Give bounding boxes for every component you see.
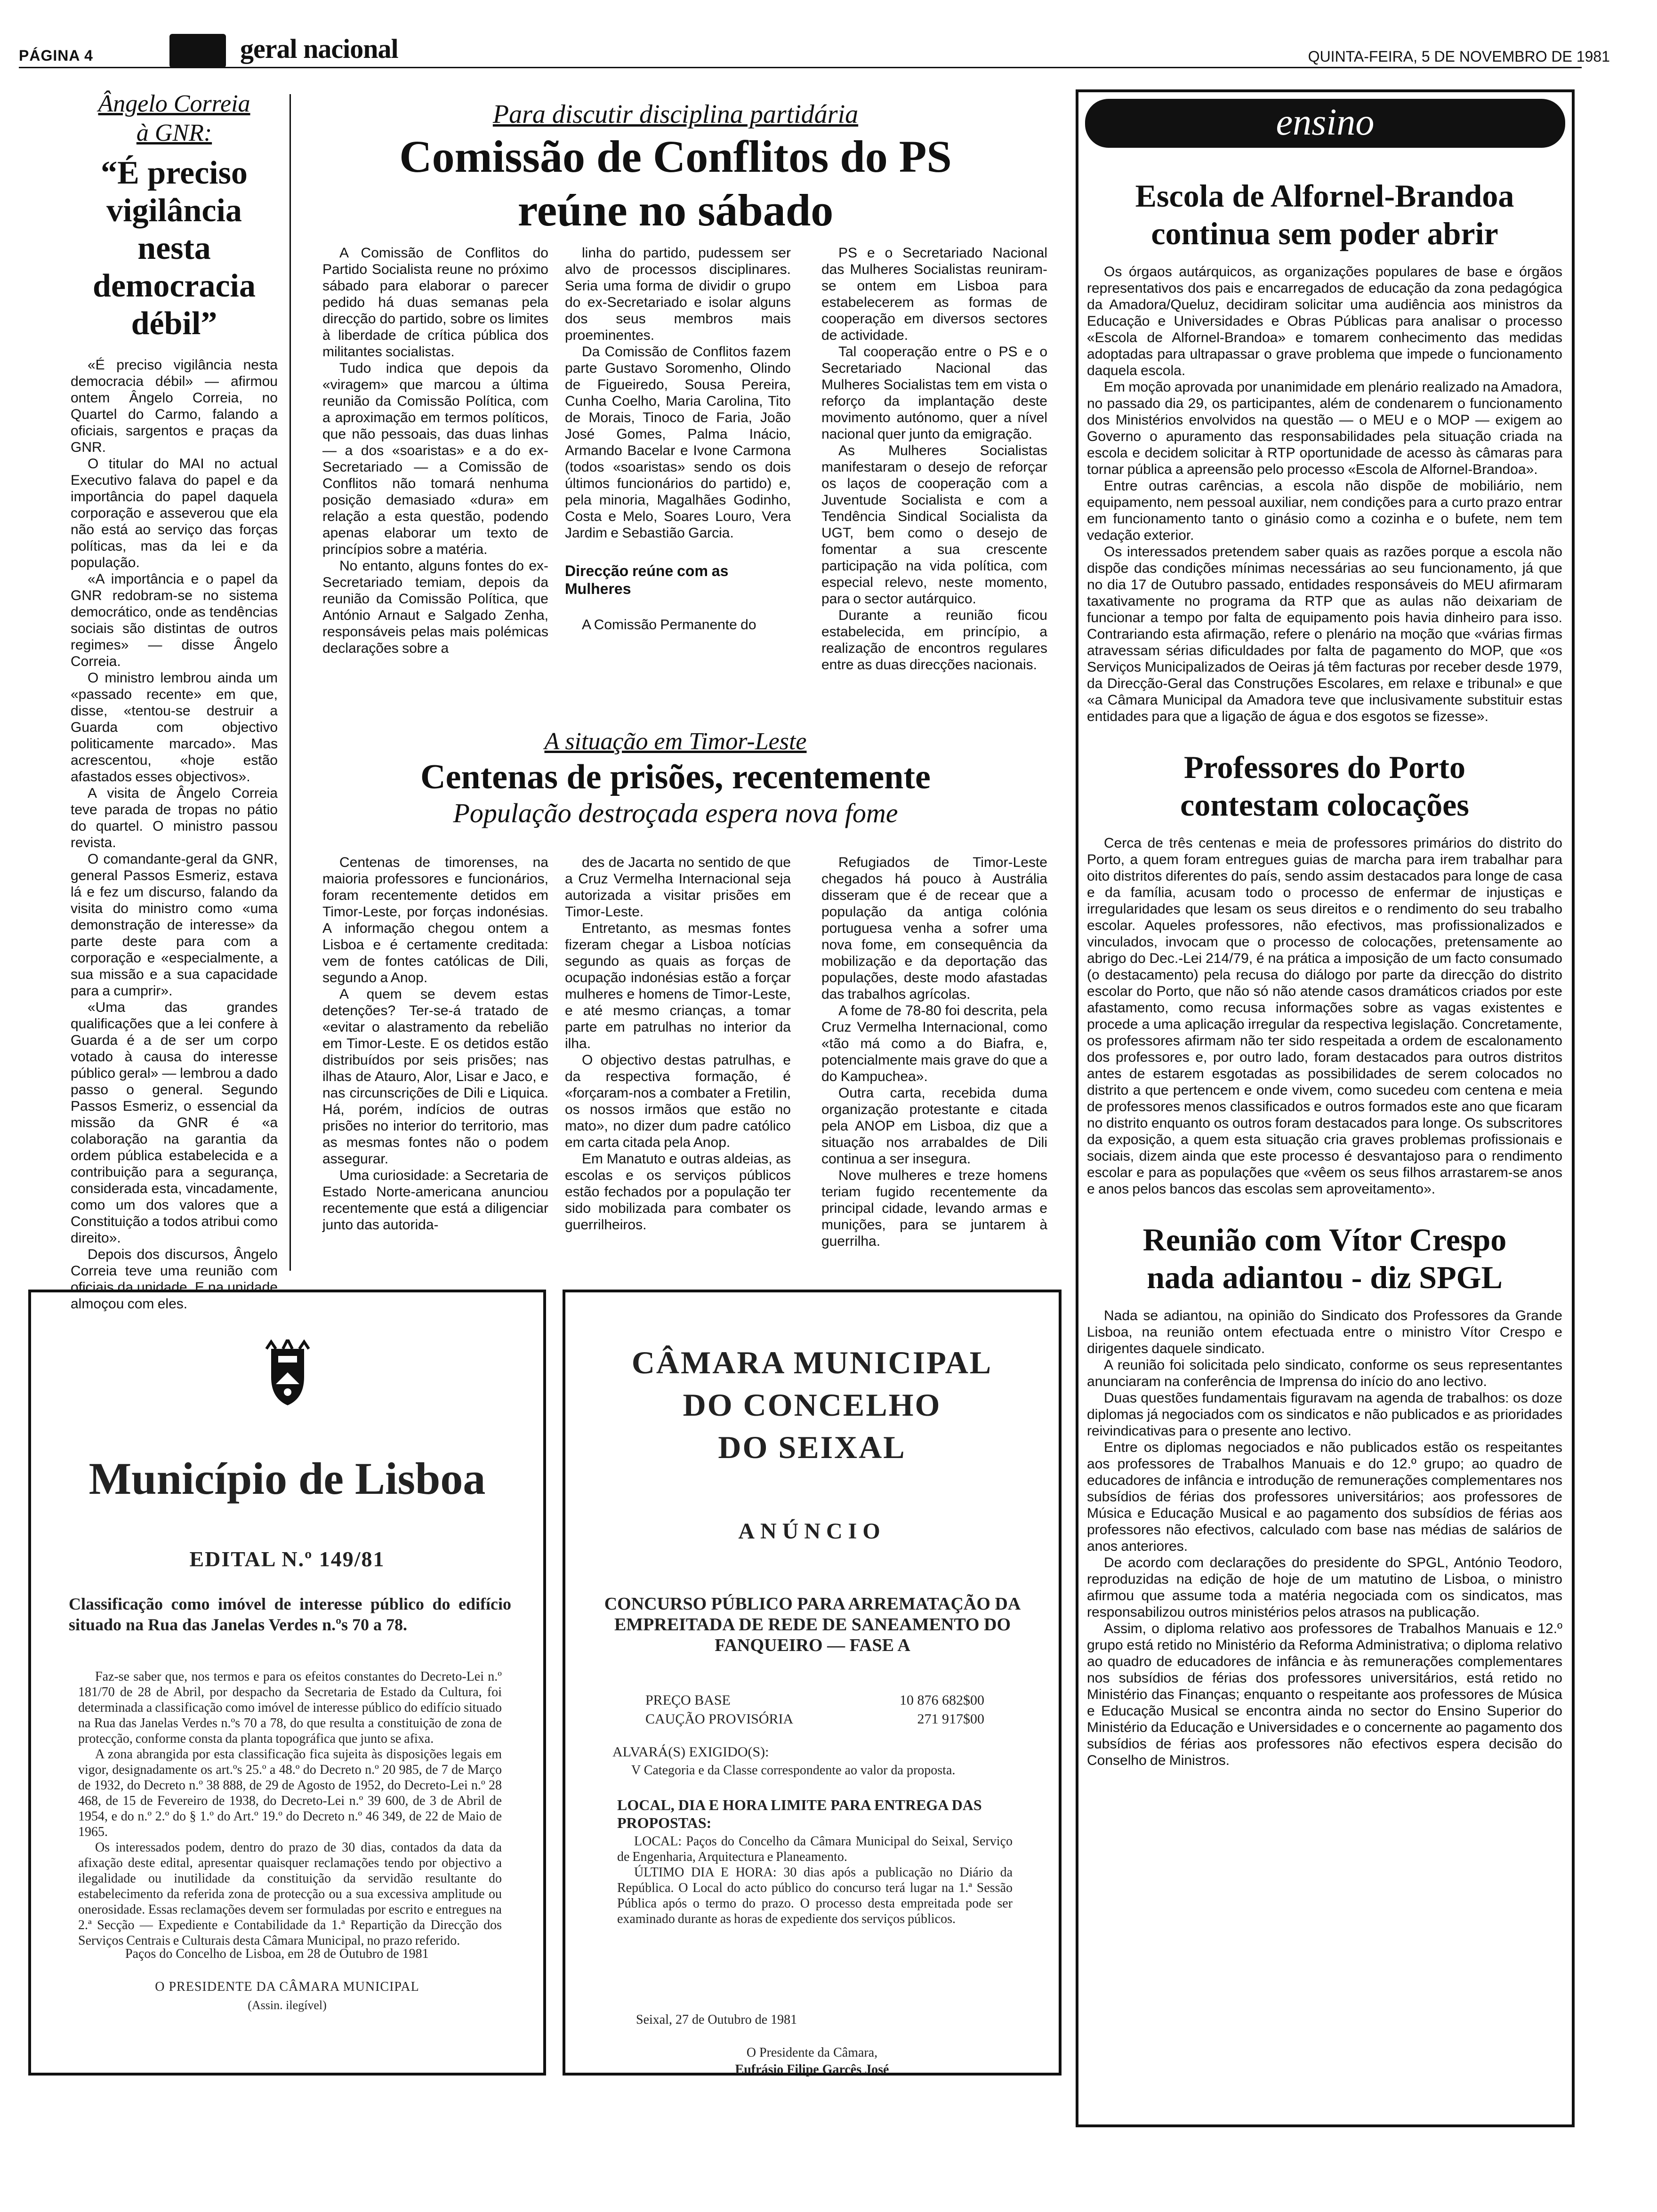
section-logo: geral nacional (240, 33, 398, 64)
seixal-local-body (617, 1834, 1013, 1927)
paragraph: O titular do MAI no actual Executivo falava do papel e da importância do papel daquela corporação e asseverou que ela não está ao serviço das forças políticas, mas da lei e da população. (71, 456, 278, 570)
seixal-caucao-value: 271 917$00 (917, 1711, 984, 1727)
ps-headline-2: reúne no sábado (517, 185, 834, 235)
seixal-caucao-label: CAUÇÃO PROVISÓRIA (645, 1711, 794, 1727)
paragraph: Outra carta, recebida duma organização protestante e citada pela ANOP em Lisboa, diz que a situação nos arrabaldes de Dili continua a ser insegura. (821, 1085, 1047, 1167)
seixal-title-3: DO SEIXAL (718, 1429, 906, 1465)
lisboa-place-date: Paços do Concelho de Lisboa, em 28 de Outubro de 1981 (125, 1947, 429, 1961)
ps-headline-1: Comissão de Conflitos do PS (399, 131, 952, 182)
alfornel-body (1087, 264, 1562, 725)
paragraph: A zona abrangida por esta classificação fica sujeita às disposições legais em vigor, designadamente os art.ºs 25.º a 48.º do Decreto n.º 20 985, de 7 de Março de 1932, do Decreto n.º 38 888, de 29 de Agosto de 1952, do Decreto-Lei n.º 28 468, de 15 de Fevereiro de 1938, do Decreto-Lei n.º 39 600, de 3 de Abril de 1954, e do n.º 2.º do § 1.º do Art.º 19.º do Decreto n.º 46 349, de 22 de Maio de 1965. (78, 1747, 502, 1839)
timor-kicker: A situação em Timor-Leste (544, 728, 807, 755)
page-label: PÁGINA 4 (19, 47, 93, 64)
paragraph: De acordo com declarações do presidente do SPGL, António Teodoro, reproduzidas na edição de hoje de um matutino de Lisboa, o ministro afirmou que assume toda a matéria negociada com os sindicatos, mas responsabilizou outros ministérios pelos atrasos na publicação. (1087, 1555, 1562, 1620)
paragraph: A Comissão Permanente do (582, 617, 756, 633)
seixal-local-head: LOCAL, DIA E HORA LIMITE PARA ENTREGA DAS PROPOSTAS: (617, 1796, 982, 1831)
seixal-caucao-row (645, 1711, 984, 1727)
ps-col-2 (565, 245, 791, 633)
paragraph: linha do partido, pudessem ser alvo de processos disciplinares. Seria uma forma de dividir o grupo do ex-Secretariado e isolar alguns dos seus membros mais proeminentes. (565, 245, 791, 343)
seixal-title-2: DO CONCELHO (683, 1387, 941, 1423)
paragraph: Depois dos discursos, Ângelo Correia teve uma reunião com oficiais da unidade. E na unidade almoçou com eles. (71, 1247, 278, 1312)
paragraph: Refugiados de Timor-Leste chegados há pouco à Austrália disseram que é de recear que a população da antiga colónia portuguesa venha a sofrer uma nova fome, em consequência da mobilização e da deportação das populações, deste modo afastadas das trabalhos agrícolas. (821, 855, 1047, 1002)
paragraph: «Uma das grandes qualificações que a lei confere à Guarda é a de ser um corpo votado à causa do interesse público geral» — lembrou a dado passo o general. Segundo Passos Esmeriz, o essencial da missão da GNR é «a colaboração na garantia da ordem pública estabelecida e a contribuição para a segurança, considerada esta, vincadamente, como um dos valores que a Constituição a todos atribui como direito». (71, 1000, 278, 1246)
paragraph: Entretanto, as mesmas fontes fizeram chegar a Lisboa notícias segundo as quais as forças de ocupação indonésias estão a forçar mulheres e homens de Timor-Leste, e até mesmo crianças, a tomar parte em patrulhas no interior da ilha. (565, 921, 791, 1051)
timor-subheadline: População destroçada espera nova fome (453, 798, 898, 828)
paragraph: Cerca de três centenas e meia de professores primários do distrito do Porto, a quem foram entregues guias de marcha para irem trabalhar para oito distritos diferentes do país, sendo assim destacados para longe de casa e da família, acusam todo o processo de enfermar de injustiças e irregularidades que lesam os seus direitos e o rendimento do seu trabalho escolar. Aqueles professores, não efectivos, mas profissionalizados e vinculados, invocam que o processo de colocações, pretensamente ao abrigo do Dec.-Lei 214/79, é na prática a imposição de um facto consumado (o destacamento) pela recusa do diálogo por parte da direcção do distrito escolar do Porto, que não só não atende casos dramáticos criados por este afastamento, como recusa informações sobre as vagas existentes e procede a uma aplicação irregular da respectiva legislação. Concretamente, os professores afirmam não ter sido respeitada a ordem de escalonamento dos professores e, por outro lado, foram destacados para outros distritos antes de estarem esgotadas as possibilidades de serem colocados no distrito a que pertencem e onde vivem, como sucedeu com centena e meia de professores menos classificados e outros formados este ano que ficaram no distrito enquanto os outros foram destacados para longe. Os subscritores da exposição, a quem esta situação cria graves problemas profissionais e sociais, dizem ainda que este processo é desvantajoso para o rendimento escolar e para as populações que «vêem os seus filhos arrastarem-se anos e anos pelos bancos das escolas sem aproveitamento». (1087, 835, 1562, 1197)
porto-headline-1: Professores do Porto (1183, 749, 1466, 785)
crespo-headline-1: Reunião com Vítor Crespo (1142, 1222, 1507, 1258)
paragraph: Nove mulheres e treze homens teriam fugido recentemente da principal cidade, levando armas e munições, para se juntarem à guerrilha. (821, 1168, 1047, 1249)
seixal-anuncio: ANÚNCIO (738, 1519, 886, 1544)
ensino-box (1076, 89, 1575, 2127)
ensino-banner (1085, 99, 1565, 148)
paragraph: Da Comissão de Conflitos fazem parte Gustavo Soromenho, Olindo de Figueiredo, Sousa Pereira, Cunha Coelho, Maria Carolina, Tito de Morais, Tinoco de Faria, João José Gomes, Palma Inácio, Armando Bacelar e Ivone Carmona (todos «soaristas» sendo os dois últimos funcionários do partido) e, pela minoria, Magalhães Godinho, Costa e Melo, Soares Louro, Vera Jardim e Sebastião Garcia. (565, 344, 791, 541)
lisboa-body (78, 1669, 502, 1948)
ps-col-1 (322, 245, 548, 657)
paragraph: Entre outras carências, a escola não dispõe de mobiliário, nem equipamento, nem pessoal auxiliar, nem condições para a curto prazo entrar em funcionamento tanto o ginásio como a cozinha e o bufete, nem tem vedação exterior. (1087, 478, 1562, 543)
lisboa-subject: Classificação como imóvel de interesse público do edifício situado na Rua das Janelas Verdes n.ºs 70 a 78. (69, 1595, 511, 1634)
lisboa-edital-ad (28, 1290, 546, 2076)
ensino-banner-label: ensino (1276, 102, 1375, 143)
masthead-date: QUINTA-FEIRA, 5 DE NOVEMBRO DE 1981 (1308, 48, 1610, 65)
paragraph: A fome de 78-80 foi descrita, pela Cruz Vermelha Internacional, como «tão má como a do Biafra, e, potencialmente mais grave do que a do Kampuchea». (821, 1003, 1047, 1084)
seixal-preco-label: PREÇO BASE (645, 1692, 731, 1708)
paragraph: Tudo indica que depois da «viragem» que marcou a última reunião da Comissão Política, com a aproximação em termos políticos, que não pessoais, das duas linhas — a dos «soaristas» e a do ex-Secretariado — a Comissão de Conflitos não tomará nenhuma posição demasiado «dura» em relação a esta questão, podendo apenas elaborar um texto de princípios sobre a matéria. (322, 361, 548, 557)
paragraph: des de Jacarta no sentido de que a Cruz Vermelha Internacional seja autorizada a visitar prisões em Timor-Leste. (565, 855, 791, 920)
paragraph: O objectivo destas patrulhas, e da respectiva formação, é «forçaram-nos a combater a Fretilin, os nossos irmãos que estão no mato», no dizer dum padre católico em carta citada pela Anop. (565, 1052, 791, 1150)
paragraph: Tal cooperação entre o PS e o Secretariado Nacional das Mulheres Socialistas tem em vista o reforço da implantação deste movimento autónomo, quer a nível nacional quer junto da emigração. (821, 344, 1047, 442)
lisboa-coat-of-arms-icon (252, 1339, 323, 1410)
paragraph: Faz-se saber que, nos termos e para os efeitos constantes do Decreto-Lei n.º 181/70 de 28 de Abril, por despacho da Secretaria de Estado da Cultura, foi determinada a classificação como imóvel de interesse público do edifício situado na Rua das Janelas Verdes n.ºs 70 a 78, do que resulta a constituição de zona de protecção, conforme consta da planta topográfica que junto se afixa. (78, 1669, 502, 1746)
paragraph: Em Manatuto e outras aldeias, as escolas e os serviços públicos estão fechados por a população ter sido mobilizada para combater os guerrilheiros. (565, 1151, 791, 1233)
paragraph: O ministro lembrou ainda um «passado recente» em que, disse, «tentou-se destruir a Guarda com objectivo politicamente marcado». Mas acrescentou, «hoje estão afastados esses objectivos». (71, 670, 278, 785)
paragraph: Em moção aprovada por unanimidade em plenário realizado na Amadora, no passado dia 29, os participantes, além de condenarem o funcionamento dos Ministérios envolvidos na questão — o MEU e o MOP — exigem ao Governo o apuramento das responsabilidades pela situação criada na escola e decidem solicitar à RTP oportunidade de acesso às câmaras para tornar pública a apreensão pelo processo «Escola de Alfornel-Brandoa». (1087, 379, 1562, 477)
seixal-preco-value: 10 876 682$00 (900, 1692, 984, 1708)
crespo-headline-2: nada adiantou - diz SPGL (1147, 1259, 1503, 1295)
paragraph: Duas questões fundamentais figuravam na agenda de trabalhos: os doze diplomas já negociados com os sindicatos e não publicados e as prioridades reivindicativas para o presente ano lectivo. (1087, 1390, 1562, 1439)
seixal-alvara-text: V Categoria e da Classe correspondente ao valor da proposta. (631, 1763, 956, 1778)
lisboa-signer: O PRESIDENTE DA CÂMARA MUNICIPAL (155, 1980, 419, 1994)
column-rule (290, 94, 291, 1271)
porto-headline-2: contestam colocações (1180, 787, 1469, 823)
alfornel-headline-2: continua sem poder abrir (1151, 216, 1498, 251)
section-logo-badge (169, 34, 226, 68)
correia-body (71, 357, 278, 1312)
crespo-body (1087, 1307, 1562, 1769)
ps-subhead: Direcção reúne com as Mulheres (565, 562, 729, 597)
seixal-signer-name: Eufrásio Filipe Garcês José (735, 2062, 889, 2077)
paragraph: LOCAL: Paços do Concelho da Câmara Municipal do Seixal, Serviço de Engenharia, Arquitectura e Planeamento. (617, 1834, 1013, 1864)
paragraph: Nada se adiantou, na opinião do Sindicato dos Professores da Grande Lisboa, na reunião ontem efectuada entre o ministro Vítor Crespo e dirigentes daquele sindicato. (1087, 1308, 1562, 1356)
seixal-place-date: Seixal, 27 de Outubro de 1981 (636, 2012, 797, 2027)
seixal-alvara-label: ALVARÁ(S) EXIGIDO(S): (612, 1744, 769, 1760)
paragraph: A reunião foi solicitada pelo sindicato, conforme os seus representantes anunciaram na conferência de Imprensa do início do ano lectivo. (1087, 1357, 1562, 1389)
seixal-signer: O Presidente da Câmara, (746, 2045, 878, 2060)
masthead (19, 0, 1638, 71)
paragraph: As Mulheres Socialistas manifestaram o desejo de reforçar os laços de cooperação com a Juventude Socialista e com a Tendência Sindical Socialista da UGT, bem como o desejo de fomentar a sua crescente participação na vida política, com especial relevo, neste momento, para o sector autárquico. (821, 443, 1047, 607)
paragraph: «A importância e o papel da GNR redobram-se no sistema democrático, onde as tendências sociais são distintas de outros regimes» — disse Ângelo Correia. (71, 571, 278, 669)
correia-article (71, 89, 278, 1312)
paragraph: O comandante-geral da GNR, general Passos Esmeriz, estava lá e fez um discurso, falando da visita do ministro como «uma demonstração de interesse» da parte deste para com a corporação e «especialmente, a sua missão e a sua capacidade para a cumprir». (71, 851, 278, 999)
paragraph: A quem se devem estas detenções? Ter-se-á tratado de «evitar o alastramento da rebelião em Timor-Leste. E os detidos estão distribuídos por seis prisões; nas ilhas de Atauro, Alor, Lisar e Jaco, e nas circunscrições de Dili e Liquica. Há, porém, indícios de outras prisões no interior do territorio, mas as mesmas fontes não o podem assegurar. (322, 986, 548, 1167)
correia-kicker-1: Ângelo Correia (98, 90, 250, 117)
seixal-concurso: CONCURSO PÚBLICO PARA ARREMATAÇÃO DA EMPREITADA DE REDE DE SANEAMENTO DO FANQUEIRO — FASE A (604, 1594, 1021, 1655)
seixal-anuncio-ad (563, 1290, 1062, 2076)
paragraph: A Comissão de Conflitos do Partido Socialista reune no próximo sábado para elaborar o parecer pedido há duas semanas pela direcção do partido, sobre os limites à liberdade de crítica pública dos militantes socialistas. (322, 245, 548, 360)
alfornel-headline-1: Escola de Alfornel-Brandoa (1135, 178, 1514, 214)
paragraph: Os interessados podem, dentro do prazo de 30 dias, contados da data da afixação deste edital, apresentar quaisquer reclamações tendo por objectivo a ilegalidade ou inutilidade da constituição da servidão resultante do estabelecimento da referida zona de protecção ou a sua excessiva amplitude ou onerosidade. Essas reclamações devem ser formuladas por escrito e entregues na 2.ª Secção — Expediente e Contabilidade da 1.ª Repartição da Direcção dos Serviços Centrais e Culturais desta Câmara Municipal, no prazo referido. (78, 1840, 502, 1948)
paragraph: «É preciso vigilância nesta democracia débil» — afirmou ontem Ângelo Correia, no Quartel do Carmo, falando a oficiais, sargentos e praças da GNR. (71, 357, 278, 455)
paragraph: Entre os diplomas negociados e não publicados estão os respeitantes aos professores de Trabalhos Manuais e do 12.º grupo; ao quadro de educadores de infância e introdução de remunerações complementares nos subsídios de férias dos professores universitários; aos professores de Música e Educação Musical e ao pagamento dos subsídios de férias aos professores não efectivos, calculado com base nas médias de salários de anos anteriores. (1087, 1440, 1562, 1554)
paragraph: ÚLTIMO DIA E HORA: 30 dias após a publicação no Diário da República. O Local do acto público do concurso terá lugar na 1.ª Sessão Pública após o termo do prazo. O processo desta empreitada pode ser examinado durante as horas de expediente dos serviços públicos. (617, 1865, 1013, 1926)
masthead-rule (19, 67, 1582, 68)
paragraph: Centenas de timorenses, na maioria professores e funcionários, foram recentemente detidos em Timor-Leste, por forças indonésias. A informação chegou ontem a Lisboa e é certamente creditada: vem de fontes católicas de Dili, segundo a Anop. (322, 855, 548, 986)
ensino-content (1087, 177, 1562, 1769)
ps-article (301, 99, 1050, 673)
paragraph: Os interessados pretendem saber quais as razões porque a escola não dispõe das condições mínimas necessárias ao seu funcionamento, já que no dia 17 de Outubro passado, entidades responsáveis do MEU afirmaram taxativamente no programa da RTP que as aulas não deixariam de funcionar a tempo por falta de equipamento pois havia dinheiro para isso. Contrariando esta afirmação, refere o plenário na moção que «várias firmas atravessam sérias dificuldades por falta de pagamento do MOP, que «os Serviços Municipalizados de Oeiras já têm facturas por receber desde 1979, da Direcção-Geral das Construções Escolares, em relaxe e tribunal» e que «a Câmara Municipal da Amadora teve que inclusivamente substituir estas entidades para que a ligação de água e dos esgotos se fizesse». (1087, 544, 1562, 724)
seixal-title-1: CÂMARA MUNICIPAL (631, 1345, 993, 1380)
paragraph: Uma curiosidade: a Secretaria de Estado Norte-americana anunciou recentemente que está a diligenciar junto das autorida- (322, 1168, 548, 1233)
lisboa-signature: (Assin. ilegível) (248, 1998, 327, 2012)
lisboa-title: Município de Lisboa (88, 1453, 486, 1504)
ps-col-3 (821, 245, 1047, 673)
porto-body (1087, 835, 1562, 1197)
correia-kicker-2: à GNR: (136, 120, 212, 146)
paragraph: Durante a reunião ficou estabelecida, em princípio, a realização de encontros regulares entre as duas direcções nacionais. (821, 608, 1047, 673)
timor-col-2 (565, 854, 791, 1233)
paragraph: A visita de Ângelo Correia teve parada de tropas no pátio do quartel. O ministro passou revista. (71, 785, 278, 850)
paragraph: PS e o Secretariado Nacional das Mulheres Socialistas reuniram-se ontem em Lisboa para estabelecerem as formas de cooperação em diversos sectores de actividade. (821, 245, 1047, 343)
paragraph: No entanto, alguns fontes do ex-Secretariado temiam, depois da reunião da Comissão Política, que António Arnaut e Salgado Zenha, responsáveis pelas mais polémicas declarações sobre a (322, 558, 548, 656)
paragraph: Os órgaos autárquicos, as organizações populares de base e órgãos representativos dos pais e encarregados de educação da zona pedagógica da Amadora/Queluz, decidiram solicitar uma audiência aos ministros da Educação e Universidades e Obras Públicas para analisar o processo «Escola de Alfornel-Brandoa» e tomarem conhecimento das medidas adoptadas para ultrapassar o grave problema que impede o funcionamento daquela escola. (1087, 264, 1562, 378)
timor-col-1 (322, 854, 548, 1233)
seixal-preco-row (645, 1692, 984, 1708)
ps-kicker: Para discutir disciplina partidária (492, 100, 859, 129)
paragraph: Assim, o diploma relativo aos professores de Trabalhos Manuais e 12.º grupo está retido no Ministério da Reforma Administrativa; o diploma relativo ao quadro de educadores de infância e às remunerações complementares nos subsídios de férias dos professores universitários, está retido no Ministério das Finanças; enquanto o respeitante aos professores de Música e Educação Musical se encontra ainda no sector do Ensino Superior do Ministério da Educação e Universidades e o concernente ao pagamento dos subsídios de férias aos professores não efectivos espera decisão do Conselho de Ministros. (1087, 1621, 1562, 1768)
correia-headline: “É preciso vigilância nesta democracia débil” (93, 155, 256, 342)
timor-col-3 (821, 854, 1047, 1250)
timor-headline: Centenas de prisões, recentemente (420, 758, 931, 796)
timor-article (301, 727, 1050, 1249)
lisboa-edital-number: EDITAL N.º 149/81 (189, 1547, 385, 1571)
